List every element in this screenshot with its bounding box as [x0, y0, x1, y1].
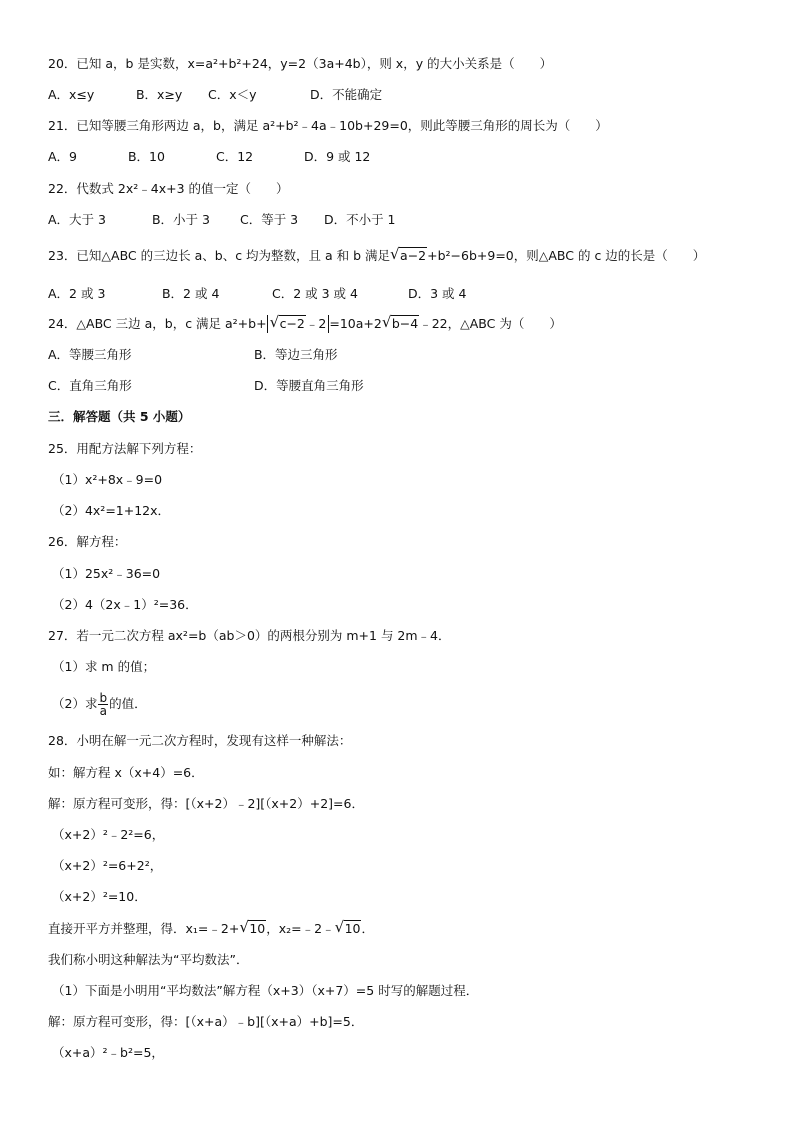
q28-line-2: 解：原方程可变形，得：[（x+2）﹣2][（x+2）+2]=6．	[48, 796, 364, 811]
q20-option-c: C．x＜y	[207, 87, 257, 102]
q23-option-c: C．2 或 3 或 4	[271, 286, 358, 301]
fraction-numerator: b	[99, 691, 108, 705]
q21-stem: 21．已知等腰三角形两边 a，b，满足 a²+b²﹣4a﹣10b+29=0，则此等腰三角形的周长为（ ）	[48, 118, 608, 133]
q21-options	[48, 148, 370, 166]
q21-option-b: B．10	[127, 149, 165, 164]
q23-radical	[390, 247, 427, 265]
q26-stem: 26．解方程：	[48, 534, 127, 549]
q25-part-2: （2）4x²=1+12x．	[52, 503, 171, 518]
q23-expression: +b²−6b+9=0	[427, 248, 514, 263]
q28-radicand-2: 10	[344, 921, 361, 936]
q22-stem: 22．代数式 2x²﹣4x+3 的值一定（ ）	[48, 181, 289, 196]
q20-stem: 20．已知 a，b 是实数，x=a²+b²+24，y=2（3a+4b），则 x，y 的大小关系是（ ）	[48, 56, 553, 71]
q28-line-9: 解：原方程可变形，得：[（x+a）﹣b][（x+a）+b]=5．	[48, 1014, 364, 1029]
q22-option-d: D．不小于 1	[323, 212, 396, 227]
q28-line-6-tail: ．	[361, 921, 374, 936]
q28-stem: 28．小明在解一元二次方程时，发现有这样一种解法：	[48, 733, 352, 748]
sqrt-icon: √	[390, 245, 400, 263]
q24-stem	[48, 315, 562, 333]
q23-stem	[48, 247, 705, 265]
sqrt-icon: √	[239, 918, 249, 936]
q28-line-6	[48, 920, 374, 938]
q20-option-b: B．x≥y	[135, 87, 183, 102]
q28-line-5: （x+2）²=10．	[52, 889, 147, 904]
q24-radicand-2: b−4	[391, 316, 419, 331]
q24-options-row2	[48, 377, 364, 395]
fraction-denominator: a	[99, 704, 107, 718]
q26-part-2: （2）4（2x﹣1）²=36．	[52, 597, 198, 612]
q22-option-b: B．小于 3	[151, 212, 210, 227]
q27-stem: 27．若一元二次方程 ax²=b（ab＞0）的两根分别为 m+1 与 2m﹣4．	[48, 628, 451, 643]
q24-stem-tail: ﹣22，△ABC 为（ ）	[419, 316, 562, 331]
q28-line-3: （x+2）²﹣2²=6，	[52, 827, 165, 842]
q22-options	[48, 211, 396, 229]
q28-radical-2	[335, 920, 362, 938]
q23-option-b: B．2 或 4	[161, 286, 220, 301]
q23-radicand: a−2	[400, 248, 427, 263]
q24-stem-text: 24．△ABC 三边 a，b，c 满足 a²+b+	[48, 316, 267, 331]
q21-option-a: A．9	[48, 149, 78, 164]
q24-option-d: D．等腰直角三角形	[253, 378, 364, 393]
section-title: 三．解答题（共 5 小题）	[48, 409, 191, 424]
q24-stem-mid: =10a+2	[329, 316, 382, 331]
q24-radical-2	[382, 315, 419, 333]
q24-abs-rest: ﹣2	[305, 316, 327, 331]
fraction-b-over-a	[98, 692, 108, 717]
q21-option-d: D．9 或 12	[303, 149, 371, 164]
q28-line-6-mid: ，x₂=﹣2﹣	[266, 921, 335, 936]
q23-stem-text: 23．已知△ABC 的三边长 a、b、c 均为整数，且 a 和 b 满足	[48, 248, 391, 263]
q21-option-c: C．12	[215, 149, 254, 164]
sqrt-icon: √	[269, 313, 280, 331]
q25-stem: 25．用配方法解下列方程：	[48, 441, 202, 456]
q22-option-c: C．等于 3	[239, 212, 299, 227]
q28-line-6-text: 直接开平方并整理，得．x₁=﹣2+	[48, 921, 240, 936]
sqrt-icon: √	[334, 918, 345, 936]
q24-radical-1	[270, 315, 306, 333]
q22-option-a: A．大于 3	[48, 212, 106, 227]
q23-option-d: D．3 或 4	[407, 286, 467, 301]
q24-absolute-value	[267, 315, 330, 333]
q27-part-2-text: （2）求	[52, 696, 98, 711]
q28-line-4: （x+2）²=6+2²，	[52, 858, 163, 873]
q28-radical-1	[239, 920, 266, 938]
q27-part-2-tail: 的值．	[109, 696, 147, 711]
q28-radicand-1: 10	[249, 921, 266, 936]
q24-option-c: C．直角三角形	[48, 378, 132, 393]
sqrt-icon: √	[381, 313, 392, 331]
q25-part-1: （1）x²+8x﹣9=0	[52, 472, 163, 487]
q28-line-1: 如：解方程 x（x+4）=6．	[48, 765, 204, 780]
q28-line-8: （1）下面是小明用“平均数法”解方程（x+3）（x+7）=5 时写的解题过程．	[52, 983, 479, 998]
q24-option-a: A．等腰三角形	[48, 347, 132, 362]
q23-options	[48, 285, 466, 303]
q24-radicand-1: c−2	[279, 316, 305, 331]
q24-option-b: B．等边三角形	[253, 347, 338, 362]
q28-line-7: 我们称小明这种解法为“平均数法”．	[48, 952, 249, 967]
q27-part-2	[52, 692, 147, 717]
q27-part-1: （1）求 m 的值；	[52, 659, 156, 674]
q23-stem-tail: ，则△ABC 的 c 边的长是（ ）	[513, 248, 706, 263]
q20-option-a: A．x≤y	[48, 87, 95, 102]
q28-line-10: （x+a）²﹣b²=5，	[52, 1045, 164, 1060]
q20-options	[48, 86, 382, 104]
q23-option-a: A．2 或 3	[48, 286, 106, 301]
q24-options-row1	[48, 346, 338, 364]
q20-option-d: D．不能确定	[309, 87, 383, 102]
q26-part-1: （1）25x²﹣36=0	[52, 566, 161, 581]
